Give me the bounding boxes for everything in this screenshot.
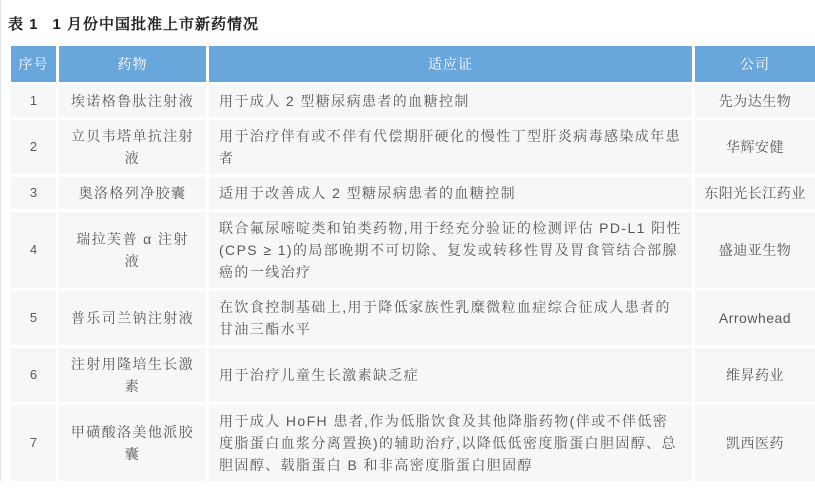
table-header <box>10 45 815 84</box>
row-number-cell: 5 <box>10 290 58 347</box>
table-row <box>10 404 815 483</box>
row-number-cell: 7 <box>10 404 58 483</box>
indication-cell: 用于成人 HoFH 患者,作为低脂饮食及其他降脂药物(伴或不伴低密度脂蛋白血浆分离置换)的辅助治疗,以降低低密度脂蛋白胆固醇、总胆固醇、载脂蛋白 B 和非高密度脂蛋白胆固醇 <box>208 404 694 483</box>
indication-cell: 适用于改善成人 2 型糖尿病患者的血糖控制 <box>208 176 694 211</box>
drug-name-cell: 甲磺酸洛美他派胶囊 <box>58 404 208 483</box>
table-row <box>10 176 815 211</box>
company-cell: 华辉安健 <box>694 119 815 176</box>
table-row <box>10 84 815 119</box>
new-drugs-table <box>8 43 815 484</box>
company-cell: 东阳光长江药业 <box>694 176 815 211</box>
company-cell: 盛迪亚生物 <box>694 211 815 290</box>
row-number-cell: 3 <box>10 176 58 211</box>
table-row <box>10 119 815 176</box>
drug-name-cell: 注射用隆培生长激素 <box>58 347 208 404</box>
col-header-no: 序号 <box>10 45 58 84</box>
table-row <box>10 211 815 290</box>
row-number-cell: 1 <box>10 84 58 119</box>
indication-cell: 用于成人 2 型糖尿病患者的血糖控制 <box>208 84 694 119</box>
col-header-indication: 适应证 <box>208 45 694 84</box>
drug-name-cell: 瑞拉芙普 α 注射液 <box>58 211 208 290</box>
company-cell: 维昇药业 <box>694 347 815 404</box>
table-caption-title: 1 月份中国批准上市新药情况 <box>52 16 260 33</box>
company-cell: 先为达生物 <box>694 84 815 119</box>
drug-name-cell: 埃诺格鲁肽注射液 <box>58 84 208 119</box>
indication-cell: 联合氟尿嘧啶类和铂类药物,用于经充分验证的检测评估 PD-L1 阳性(CPS ≥ 1)的局部晚期不可切除、复发或转移性胃及胃食管结合部腺癌的一线治疗 <box>208 211 694 290</box>
table-body <box>10 84 815 483</box>
table-header-row <box>10 45 815 84</box>
indication-cell: 用于治疗伴有或不伴有代偿期肝硬化的慢性丁型肝炎病毒感染成年患者 <box>208 119 694 176</box>
drug-name-cell: 奥洛格列净胶囊 <box>58 176 208 211</box>
row-number-cell: 6 <box>10 347 58 404</box>
table-row <box>10 347 815 404</box>
page-left-edge-line <box>0 0 1 481</box>
indication-cell: 在饮食控制基础上,用于降低家族性乳糜微粒血症综合征成人患者的甘油三酯水平 <box>208 290 694 347</box>
table-row <box>10 290 815 347</box>
drug-name-cell: 立贝韦塔单抗注射液 <box>58 119 208 176</box>
row-number-cell: 4 <box>10 211 58 290</box>
col-header-company: 公司 <box>694 45 815 84</box>
drug-name-cell: 普乐司兰钠注射液 <box>58 290 208 347</box>
table-caption <box>0 0 815 43</box>
company-cell: 凯西医药 <box>694 404 815 483</box>
company-cell: Arrowhead <box>694 290 815 347</box>
table-caption-label: 表 1 <box>8 16 39 33</box>
col-header-drug: 药物 <box>58 45 208 84</box>
indication-cell: 用于治疗儿童生长激素缺乏症 <box>208 347 694 404</box>
row-number-cell: 2 <box>10 119 58 176</box>
